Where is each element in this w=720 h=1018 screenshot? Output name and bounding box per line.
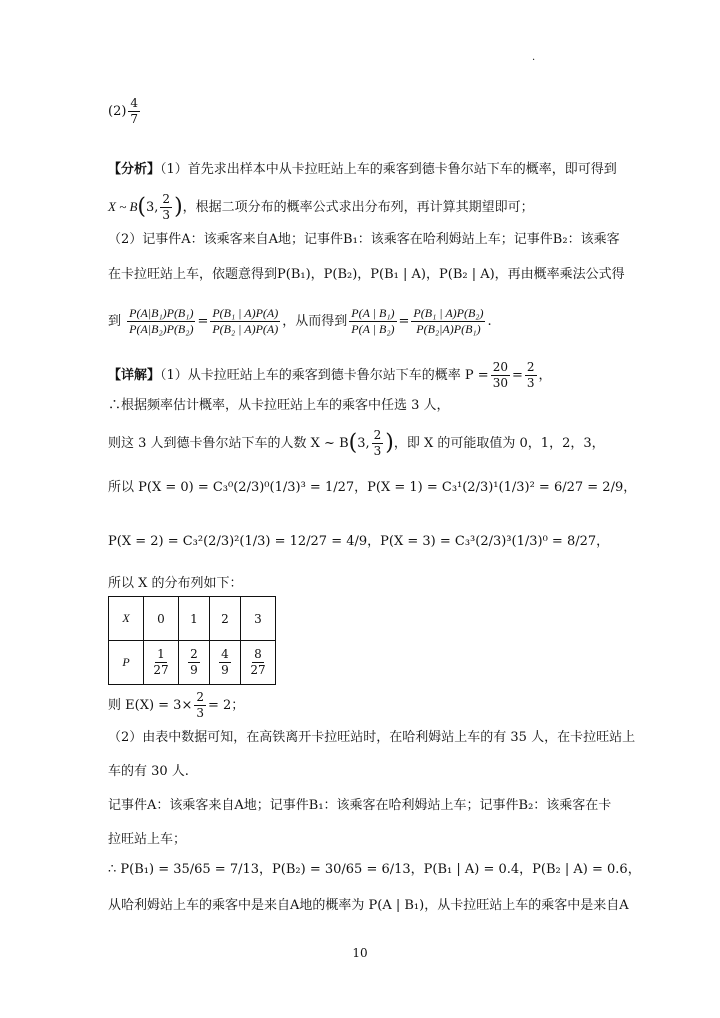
- table-row: X 0 1 2 3: [109, 597, 276, 641]
- expectation-line: 则 E(X) = 3× $\frac{2}{3}$ = 2；: [108, 690, 245, 720]
- header-dot: .: [532, 52, 536, 63]
- part2-line-1: （2）由表中数据可知，在高铁离开卡拉旺站时，在哈利姆站上车的有 35 人，在卡拉旺站上: [108, 730, 636, 745]
- part2-line-4: 拉旺站上车；: [108, 832, 187, 847]
- analysis-line-3: （2）记事件A：该乘客来自A地；记事件B₁：该乘客在哈利姆站上车；记事件B₂：该乘客: [108, 232, 620, 247]
- part2-line-6: 从哈利姆站上车的乘客中是来自A地的概率为 P(A | B₁)，从卡拉旺站上车的乘客中是来自A: [108, 898, 629, 913]
- detail-line-5: P(X = 2) = C₃²(2/3)²(1/3) = 12/27 = 4/9，P(X = 3) = C₃³(2/3)³(1/3)⁰ = 8/27，: [108, 534, 610, 549]
- analysis-tag: 【分析】: [108, 162, 161, 177]
- part2-label: (2): [108, 104, 127, 119]
- part2-line-5: ∴ P(B₁) = 35/65 = 7/13，P(B₂) = 30/65 = 6/13，P(B₁ | A) = 0.4，P(B₂ | A) = 0.6，: [108, 862, 641, 877]
- detail-line-1: 【详解】（1）从卡拉旺站上车的乘客到德卡鲁尔站下车的概率 P = $\frac{20}{30}$ = $\frac{2}{3}$ ，: [108, 360, 552, 390]
- detail-line-2: ∴根据频率估计概率，从卡拉旺站上车的乘客中任选 3 人，: [108, 398, 450, 413]
- analysis-line-4: 在卡拉旺站上车，依题意得到P(B₁)，P(B₂)，P(B₁ | A)，P(B₂ | A)，再由概率乘法公式得: [108, 267, 625, 282]
- detail-line-4: 所以 P(X = 0) = C₃⁰(2/3)⁰(1/3)³ = 1/27，P(X = 1) = C₃¹(2/3)¹(1/3)² = 6/27 = 2/9，: [108, 480, 637, 495]
- analysis-line-5: 到 $\frac{\text{P(A|B₁)P(B₁)}}{\text{P(A|B₂)P(B₂)}}$ = $\frac{\text{P(B₁ | A)P(A)}}{\text{P(B₂ | A)P(A)}}$ ，从而得到 $\frac{\text{P(A | B₁)}}{\text{P(A | B₂)}}$ = $\frac{\text{P(B₁ | A)P(B₂)}}{\text{P(B₂|A)P(B₁)}}$ .: [108, 306, 492, 336]
- table-row: P $\frac{1}{27}$ $\frac{2}{9}$ $\frac{4}{9}$ $\frac{8}{27}$: [109, 641, 276, 685]
- part2-answer: [108, 96, 142, 127]
- detail-line-3: 则这 3 人到德卡鲁尔站下车的人数 X ~ B(3, $\frac{2}{3}$ )，即 X 的可能取值为 0，1，2，3，: [108, 428, 605, 458]
- analysis-line-2: X ~ B(3, $\frac{2}{3}$ )，根据二项分布的概率公式求出分布列，再计算其期望即可；: [108, 192, 534, 222]
- detail-line-6: 所以 X 的分布列如下：: [108, 576, 243, 591]
- part2-line-3: 记事件A：该乘客来自A地；记事件B₁：该乘客在哈利姆站上车；记事件B₂：该乘客在卡: [108, 798, 612, 813]
- detail-tag: 【详解】: [108, 368, 161, 383]
- page-number: 10: [352, 946, 368, 960]
- part2-line-2: 车的有 30 人.: [108, 764, 189, 779]
- analysis-line-1: 【分析】（1）首先求出样本中从卡拉旺站上车的乘客到德卡鲁尔站下车的概率，即可得到: [108, 162, 617, 177]
- answer-fraction: $\frac{4}{7}$: [130, 96, 139, 126]
- distribution-table: [108, 596, 276, 685]
